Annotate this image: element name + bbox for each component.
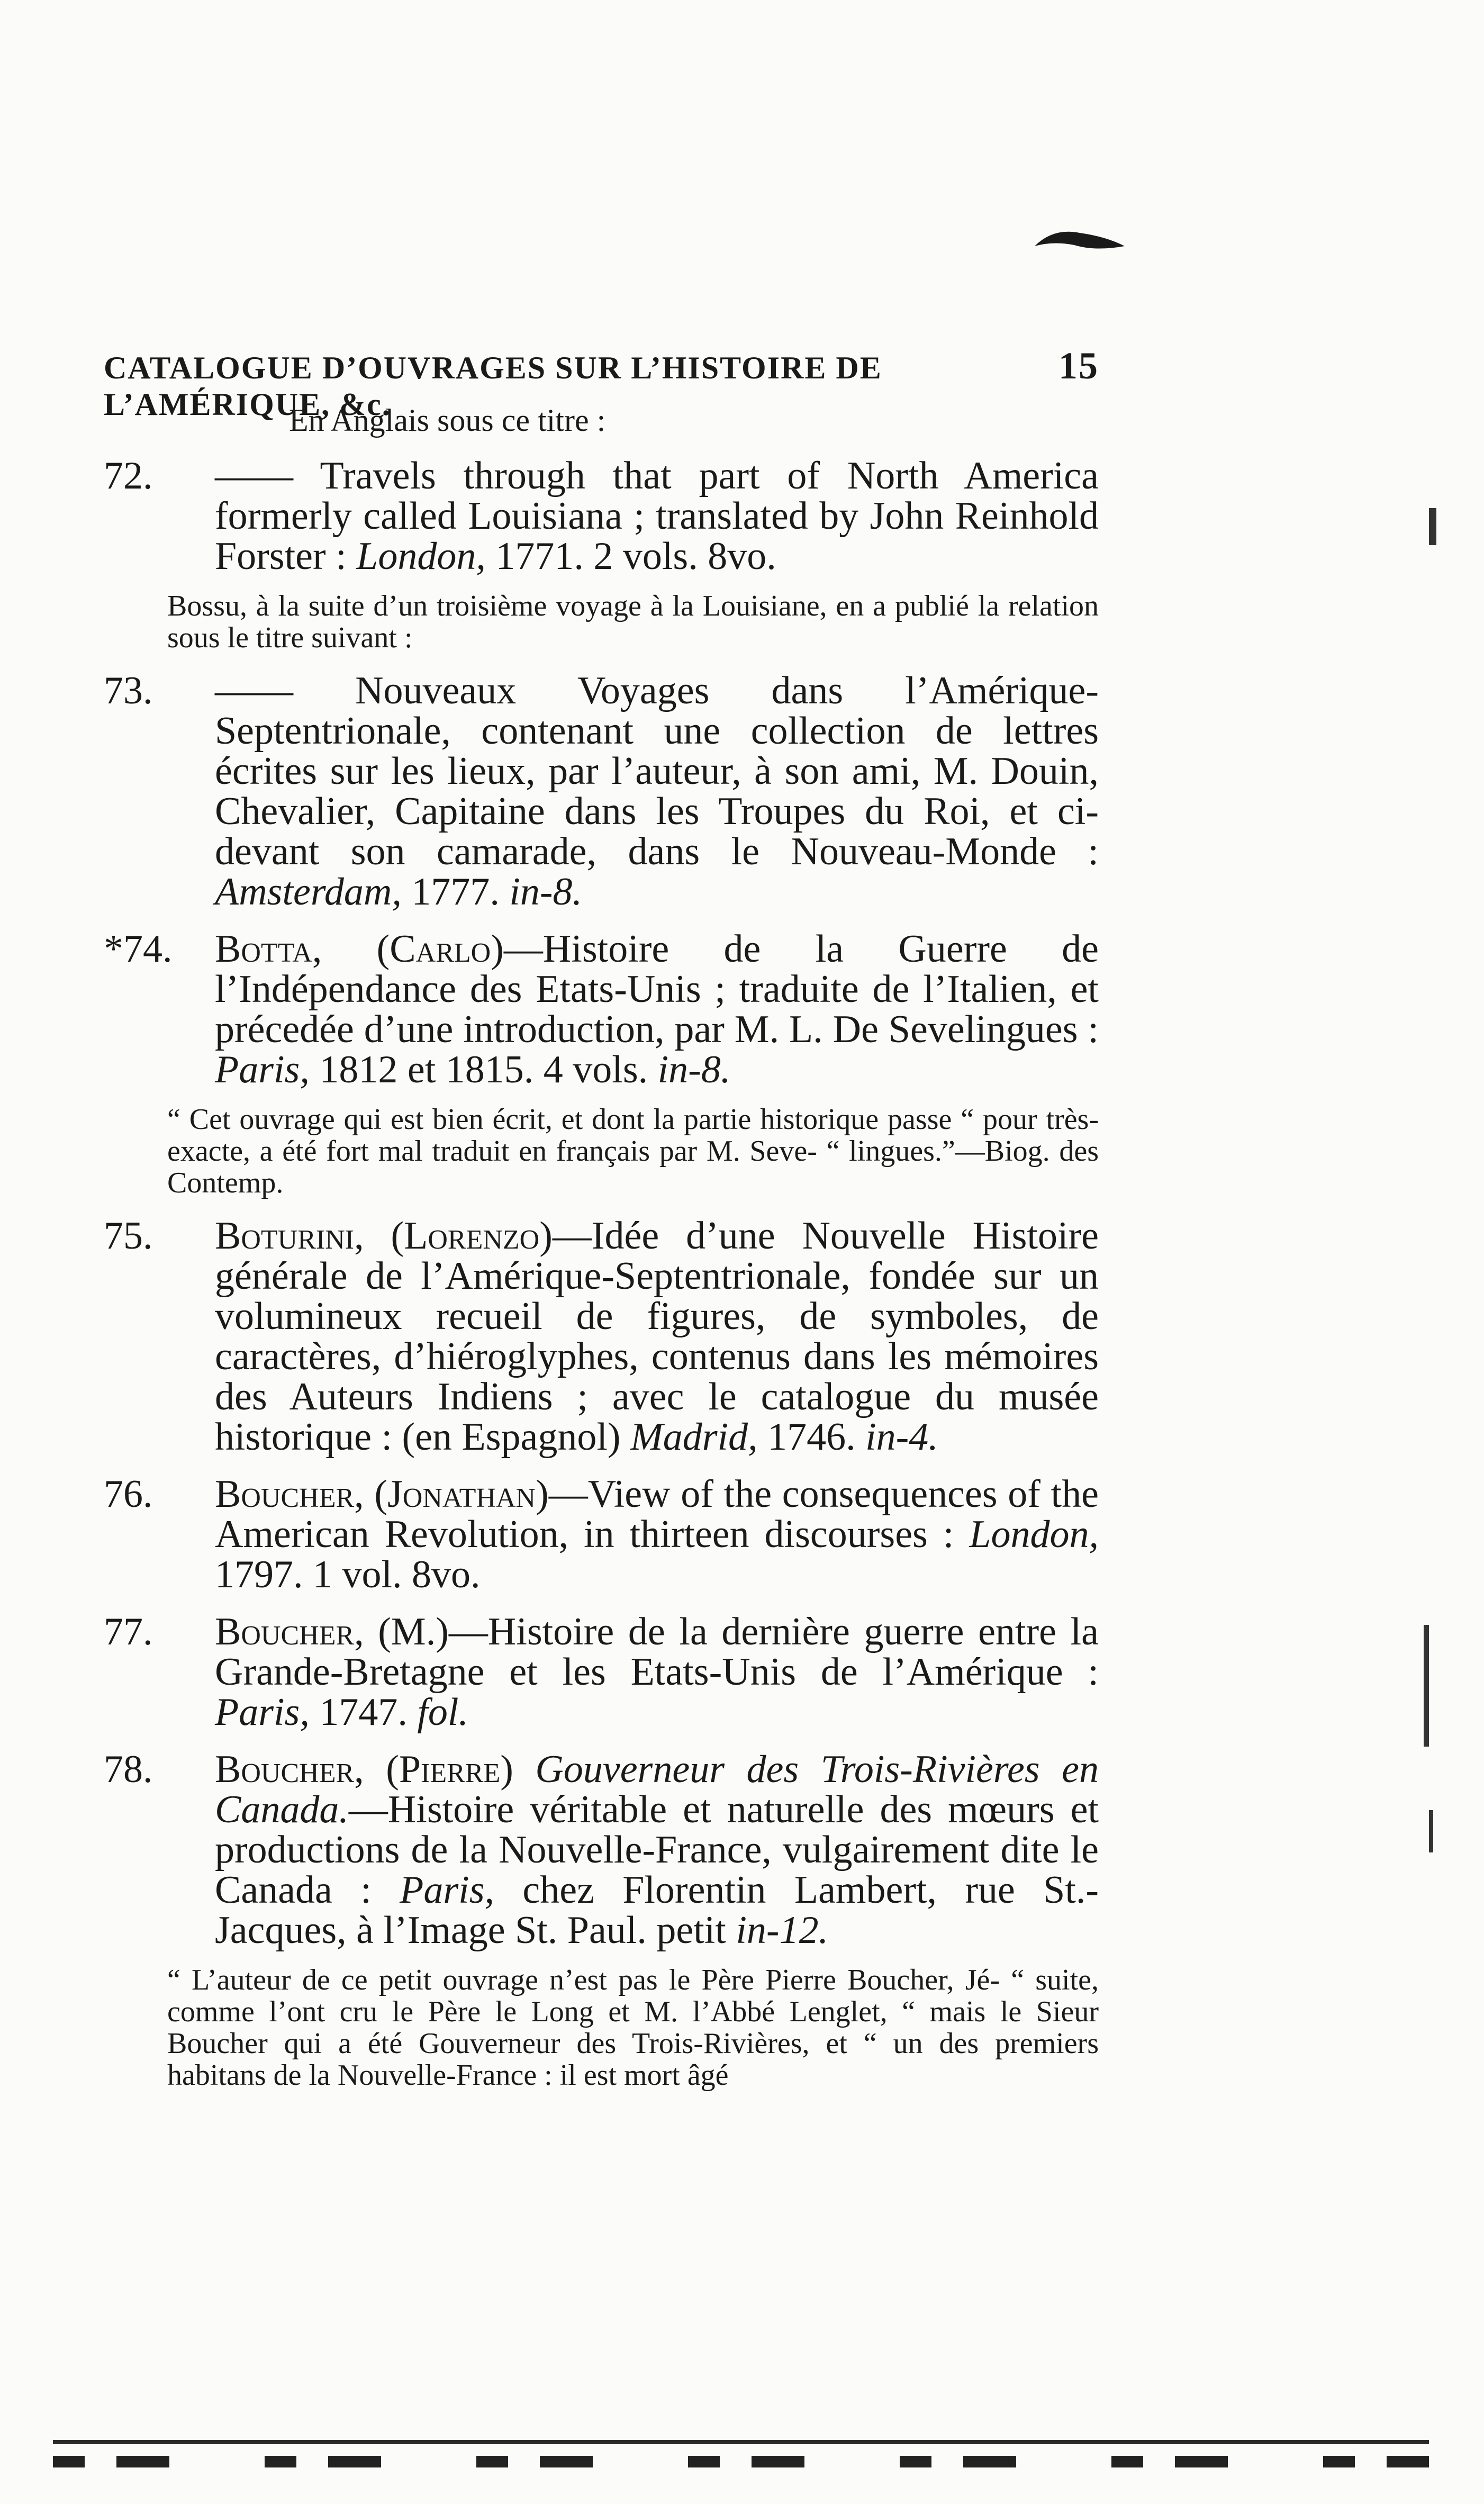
entry-author: Botta, (Carlo) (215, 927, 504, 971)
catalogue-entry-75 (104, 1216, 1099, 1457)
entry-dash: —— (215, 669, 293, 712)
entry-tail: 1747. (319, 1691, 408, 1734)
entry-tail: 1771. 2 vols. 8vo. (495, 535, 776, 578)
entry-italic-title: Gouverneur des Trois-Rivières en Canada. (215, 1748, 1099, 1831)
entry-author: Boucher, (M.) (215, 1610, 449, 1653)
entry-tail: 1777. (411, 870, 500, 914)
entry-number: 73. (104, 669, 153, 712)
margin-ink-mark (1429, 1810, 1433, 1852)
entry-place: London, (969, 1513, 1099, 1556)
entry-format: in-4. (865, 1415, 938, 1459)
entry-author: Boturini, (Lorenzo) (215, 1214, 553, 1258)
running-title: CATALOGUE D’OUVRAGES SUR L’HISTOIRE DE L’AMÉRIQUE, &c. (104, 350, 882, 422)
entry-text: —Histoire de la Guerre de l’Indépendance des Etats-Unis ; traduite de l’Italien, et précedée d’une introduction, par M. L. De Sevelingues : (215, 927, 1099, 1051)
entry-number: 77. (104, 1610, 153, 1653)
entry-format: in-12. (736, 1909, 829, 1952)
catalogue-entry-74 (104, 929, 1099, 1090)
entry-note: “ Cet ouvrage qui est bien écrit, et dont la partie historique passe “ pour très-exacte, a été fort mal traduit en français par M. Seve- “ lingues.”—Biog. des Contemp. (167, 1103, 1099, 1199)
margin-ink-mark (1429, 508, 1436, 545)
entry-number: *74. (104, 927, 173, 971)
catalogue-entry-73 (104, 671, 1099, 912)
catalogue-entry-77 (104, 1612, 1099, 1732)
entry-text: —Histoire de la dernière guerre entre la Grande-Bretagne et les Etats-Unis de l’Amérique : (215, 1610, 1099, 1694)
entry-text: —Idée d’une Nouvelle Histoire générale de l’Amérique-Septentrionale, fondée sur un volumineux recueil de figures, de symboles, de caractères, d’hiéroglyphes, contenus dans les mémoires des Auteurs Indiens ; avec le catalogue du musée historique : (en Espagnol) (215, 1214, 1099, 1459)
page-number: 15 (1058, 345, 1099, 387)
catalogue-entry-78 (104, 1749, 1099, 1950)
entry-place: Paris, (215, 1048, 310, 1091)
entry-place: Paris, (215, 1691, 310, 1734)
entry-author: Boucher, (Jonathan) (215, 1472, 549, 1516)
entry-format: in-8. (657, 1048, 731, 1091)
bottom-rule (53, 2440, 1429, 2444)
subheading: En Anglais sous ce titre : (289, 403, 606, 438)
entry-note: “ L’auteur de ce petit ouvrage n’est pas le Père Pierre Boucher, Jé- “ suite, comme l’ont cru le Père le Long et M. l’Abbé Lenglet, “ mais le Sieur Boucher qui a été Gouverneur des Trois-Rivières, et “ un des premiers habitans de la Nouvelle-France : il est mort âgé (167, 1964, 1099, 2092)
entry-tail: chez Florentin Lambert, rue St.-Jacques, à l’Image St. Paul. petit (215, 1868, 1099, 1952)
entry-number: 75. (104, 1214, 153, 1258)
entry-place: Paris, (400, 1868, 494, 1912)
entry-text: Nouveaux Voyages dans l’Amérique-Septentrionale, contenant une collection de lettres écrites sur les lieux, par l’auteur, à son ami, M. Douin, Chevalier, Capitaine dans les Troupes du Roi, et ci-devant son camarade, dans le Nouveau-Monde : (215, 669, 1099, 873)
entry-tail: 1746. (767, 1415, 856, 1459)
entry-dash: —— (215, 454, 293, 498)
entry-place: Amsterdam, (215, 870, 402, 914)
entry-number: 76. (104, 1472, 153, 1516)
catalogue-entry-76 (104, 1474, 1099, 1595)
entry-place: Madrid, (630, 1415, 758, 1459)
entry-place: London, (356, 535, 486, 578)
entry-tail: 1797. 1 vol. 8vo. (215, 1553, 481, 1596)
entry-number: 72. (104, 454, 153, 498)
catalogue-entry-72 (104, 456, 1099, 576)
ink-blot-mark (1032, 225, 1127, 254)
bottom-edge-marks (53, 2456, 1429, 2467)
margin-ink-mark (1424, 1625, 1429, 1747)
entry-note: Bossu, à la suite d’un troisième voyage à la Louisiane, en a publié la relation sous le titre suivant : (167, 590, 1099, 654)
entry-format: fol. (417, 1691, 468, 1734)
catalogue-column (104, 402, 1099, 2107)
entry-number: 78. (104, 1748, 153, 1791)
entry-text: —View of the consequences of the American Revolution, in thirteen discourses : (215, 1472, 1099, 1556)
entry-author: Boucher, (Pierre) (215, 1748, 513, 1791)
entry-format: in-8. (509, 870, 583, 914)
entry-text: —Histoire véritable et naturelle des mœurs et productions de la Nouvelle-France, vulgairement dite le Canada : (215, 1788, 1099, 1912)
entry-tail: 1812 et 1815. 4 vols. (319, 1048, 648, 1091)
entry-text: Travels through that part of North America formerly called Louisiana ; translated by John Reinhold Forster : (215, 454, 1099, 578)
